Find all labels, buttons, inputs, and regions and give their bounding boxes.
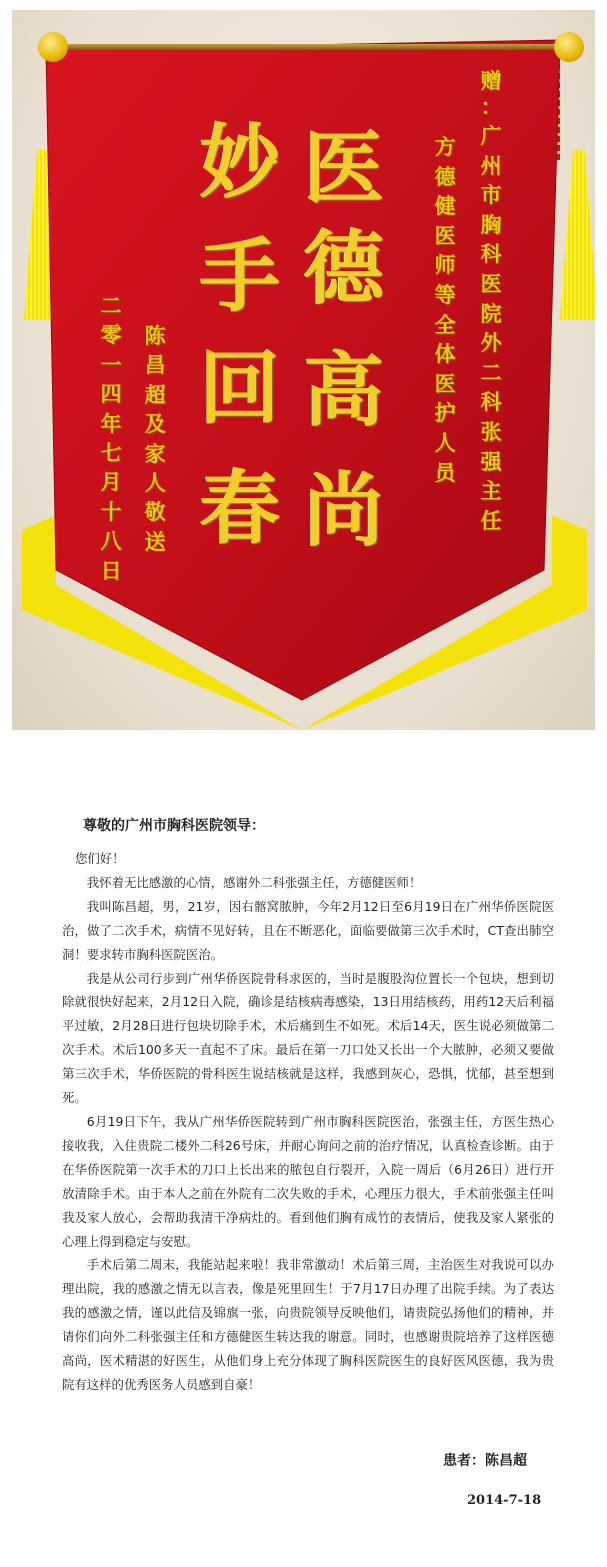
motto-left-char-1: 妙: [200, 115, 280, 209]
letter-paragraph-5: 手术后第二周末，我能站起来啦！我非常激动！术后第三周，主治医生对我说可以办理出院，我的感激之情无以言表，像是死里回生！于7月17日办理了出院手续。为了表达我的感激之情，谨以此信及锦旗一张，向贵院领导反映他们，请贵院弘扬他们的精神，并请你们向外二科张强主任和方德健医生转达我的谢意。同时，也感谢贵院培养了这样医德高尚，医术精湛的好医生，从他们身上充分体现了胸科医院医生的良好医风医德，我为贵院有这样的优秀医务人员感到自豪！: [62, 1257, 554, 1392]
letter-paragraph-4: 6月19日下午，我从广州华侨医院转到广州市胸科医院医治，张强主任，方医生热心接收我，入住贵院二楼外二科26号床，并耐心询问之前的治疗情况，认真检查诊断。由于在华侨医院第一次手术的刀口上长出来的脓包自行裂开，入院一周后（6月26日）进行开放清除手术。由于本人之前在外院有二次失败的手术，心理压力很大，手术前张强主任叫我及家人放心，会帮助我清干净病灶的。看到他们胸有成竹的表情后，使我及家人紧张的心理上得到稳定与安慰。: [62, 1113, 554, 1249]
letter-signature: 患者：陈昌超: [443, 1453, 527, 1469]
motto-right-char-1: 医: [304, 121, 384, 215]
letter-date: 2014-7-18: [467, 1493, 542, 1508]
motto-right-char-2: 德: [304, 221, 384, 315]
motto-right-char-3: 高: [304, 343, 384, 437]
motto-left-char-2: 手: [200, 229, 280, 323]
recipient-column-1: 广 州 市 胸 科 医 院 外 二 科 张 强 主 任: [480, 124, 502, 533]
recipient-column-2: 方 德 健 医 师 等 全 体 医 护 人 员: [434, 135, 456, 485]
right-rod-knob: [554, 32, 584, 62]
letter-salutation: 尊敬的广州市胸科医院领导：: [83, 818, 265, 834]
motto-right-char-4: 尚: [304, 463, 384, 557]
banner-photo: [12, 10, 595, 730]
motto-left-char-3: 回: [200, 341, 280, 435]
letter-greeting: 您们好！: [75, 851, 125, 866]
letter-body: [62, 847, 554, 1397]
sender-column: 陈 昌 超 及 家 人 敬 送: [144, 324, 166, 554]
letter-paragraph-3: 我是从公司行步到广州华侨医院骨科求医的，当时是腹股沟位置长一个包块，想到切除就很快好起来，2月12日入院，确诊是结核病毒感染，13日用结核药，用药12天后利福平过敏，2月28日进行包块切除手术，术后痛到生不如死。术后14天，医生说必须做第二次手术。术后100多天一直起不了床。最后在第一刀口处又长出一个大脓肿，必须又要做第三次手术，华侨医院的骨科医生说结核就是这样，我感到灰心，恐惧，忧郁，甚至想到死。: [62, 970, 554, 1106]
letter-paragraph-2: 我叫陈昌超，男，21岁，因右髂窝脓肿，今年2月12日至6月19日在广州华侨医院医治，做了二次手术，病情不见好转，且在不断恶化，面临要做第三次手术时，CT查出肺空洞！要求转市胸科医院医治。: [62, 898, 554, 962]
hanging-rod: [48, 44, 578, 50]
dedication-label: 赠 ：: [480, 69, 502, 119]
motto-left-char-4: 春: [200, 461, 280, 555]
thank-you-letter: [0, 745, 607, 1567]
left-rod-knob: [38, 32, 68, 62]
banner-date-column: 二 零 一 四 年 七 月 十 八 日: [100, 294, 122, 583]
letter-paragraph-1: 我怀着无比感激的心情，感谢外二科张强主任，方德健医师！: [86, 874, 422, 890]
